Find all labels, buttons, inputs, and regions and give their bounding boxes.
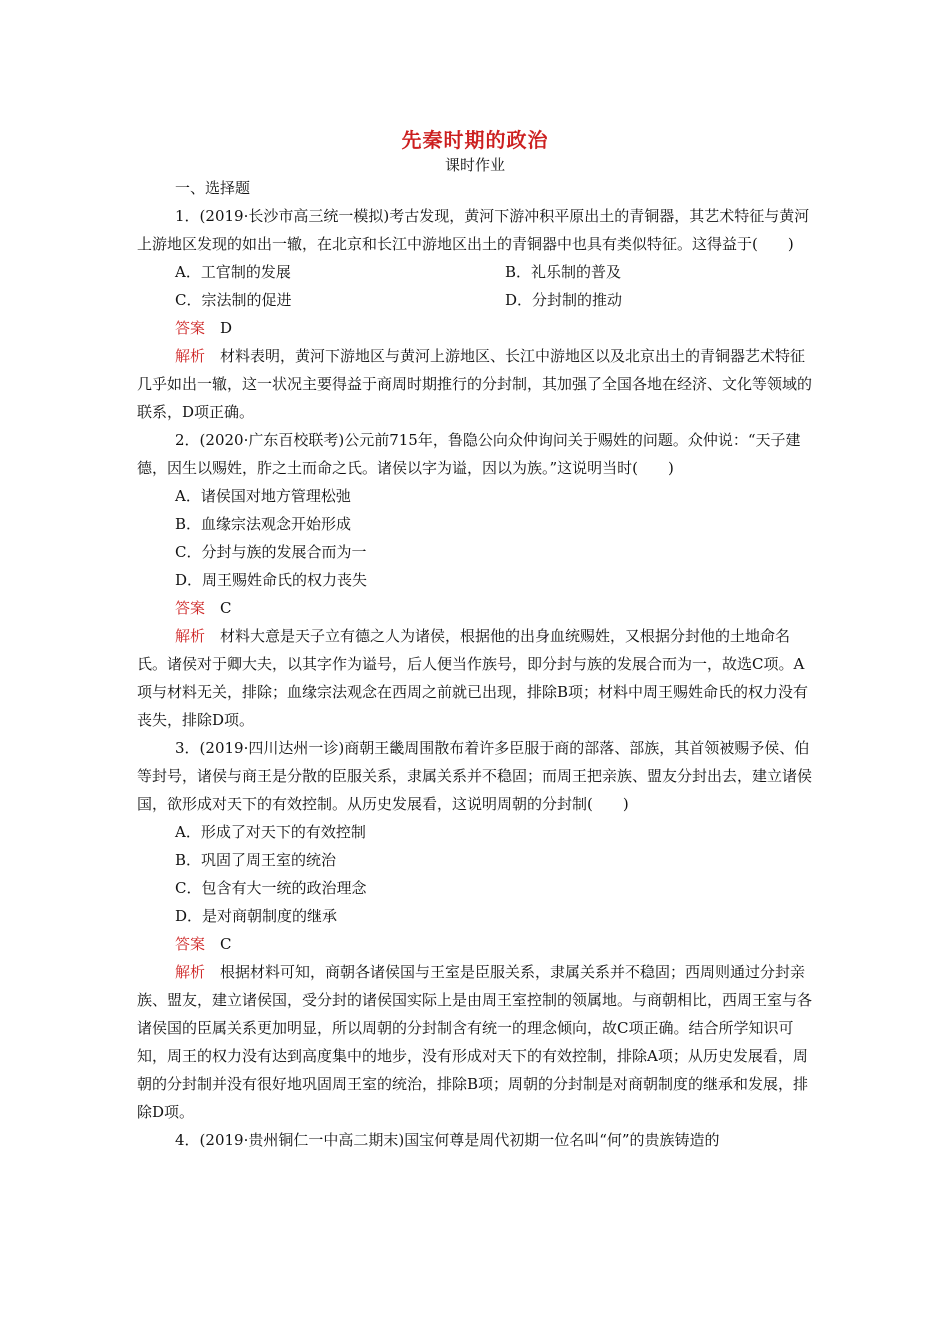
doc-subtitle: 课时作业 <box>444 156 505 174</box>
question-3-stem: 3．(2019·四川达州一诊)商朝王畿周围散布着许多臣服于商的部落、部族，其首领被赐予侯、伯等封号，诸侯与商王是分散的臣服关系，隶属关系并不稳固；而周王把亲族、盟友分封出去，建立诸侯国，欲形成对天下的有效控制。从历史发展看，这说明周朝的分封制( ) <box>137 739 813 813</box>
question-1-answer <box>137 314 817 342</box>
question-1-analysis-text: 材料表明，黄河下游地区与黄河上游地区、长江中游地区以及北京出土的青铜器艺术特征几乎如出一辙，这一状况主要得益于商周时期推行的分封制，其加强了全国各地在经济、文化等领域的联系，D项正确。 <box>137 347 813 421</box>
question-3-option-b: B．巩固了周王室的统治 <box>175 851 337 869</box>
analysis-label: 解析 <box>175 347 206 365</box>
question-3-answer <box>137 930 817 958</box>
question-2-analysis <box>137 622 817 734</box>
question-1-analysis <box>137 342 817 426</box>
question-3-option-d: D．是对商朝制度的继承 <box>175 907 338 925</box>
question-1-option-d: D．分封制的推动 <box>505 291 623 309</box>
question-2-answer <box>137 594 817 622</box>
question-1-option-c: C．宗法制的促进 <box>175 291 292 309</box>
analysis-label: 解析 <box>175 627 206 645</box>
question-3-answer-value: C <box>220 935 232 953</box>
answer-label: 答案 <box>175 319 206 337</box>
question-3-option-c: C．包含有大一统的政治理念 <box>175 879 367 897</box>
question-1-options-row-2 <box>137 286 817 314</box>
question-2-analysis-text: 材料大意是天子立有德之人为诸侯，根据他的出身血统赐姓，又根据分封他的土地命名氏。诸侯对于卿大夫，以其字作为谥号，后人便当作族号，即分封与族的发展合而为一，故选C项。A项与材料无关，排除；血缘宗法观念在西周之前就已出现，排除B项；材料中周王赐姓命氏的权力没有丧失，排除D项。 <box>137 627 809 729</box>
question-3-analysis <box>137 958 817 1126</box>
question-1-options-row-1 <box>137 258 817 286</box>
question-2-stem: 2．(2020·广东百校联考)公元前715年，鲁隐公向众仲询问关于赐姓的问题。众仲说：“天子建德，因生以赐姓，胙之土而命之氏。诸侯以字为谥，因以为族。”这说明当时( ) <box>137 431 801 477</box>
question-2-option-a: A．诸侯国对地方管理松弛 <box>175 487 351 505</box>
doc-content <box>137 174 817 1154</box>
question-3-analysis-text: 根据材料可知，商朝各诸侯国与王室是臣服关系，隶属关系并不稳固；西周则通过分封亲族、盟友，建立诸侯国，受分封的诸侯国实际上是由周王室控制的领属地。与商朝相比，西周王室与各诸侯国的臣属关系更加明显，所以周朝的分封制含有统一的理念倾向，故C项正确。结合所学知识可知，周王的权力没有达到高度集中的地步，没有形成对天下的有效控制，排除A项；从历史发展看，周朝的分封制并没有很好地巩固周王室的统治，排除B项；周朝的分封制是对商朝制度的继承和发展，排除D项。 <box>137 963 813 1121</box>
section-heading: 一、选择题 <box>175 179 251 197</box>
question-2-option-b: B．血缘宗法观念开始形成 <box>175 515 352 533</box>
question-1-option-a: A．工官制的发展 <box>175 263 291 281</box>
answer-label: 答案 <box>175 935 206 953</box>
question-2-option-c: C．分封与族的发展合而为一 <box>175 543 367 561</box>
question-1-answer-value: D <box>220 319 233 337</box>
question-1-stem: 1．(2019·长沙市高三统一模拟)考古发现，黄河下游冲积平原出土的青铜器，其艺术特征与黄河上游地区发现的如出一辙，在北京和长江中游地区出土的青铜器中也具有类似特征。这得益于( ) <box>137 207 810 253</box>
doc-title: 先秦时期的政治 <box>401 128 549 152</box>
question-3-option-a: A．形成了对天下的有效控制 <box>175 823 366 841</box>
question-2-answer-value: C <box>220 599 232 617</box>
analysis-label: 解析 <box>175 963 206 981</box>
question-1-option-b: B．礼乐制的普及 <box>505 263 622 281</box>
answer-label: 答案 <box>175 599 206 617</box>
question-4-stem: 4．(2019·贵州铜仁一中高二期末)国宝何尊是周代初期一位名叫“何”的贵族铸造的 <box>175 1131 720 1149</box>
question-2-option-d: D．周王赐姓命氏的权力丧失 <box>175 571 368 589</box>
